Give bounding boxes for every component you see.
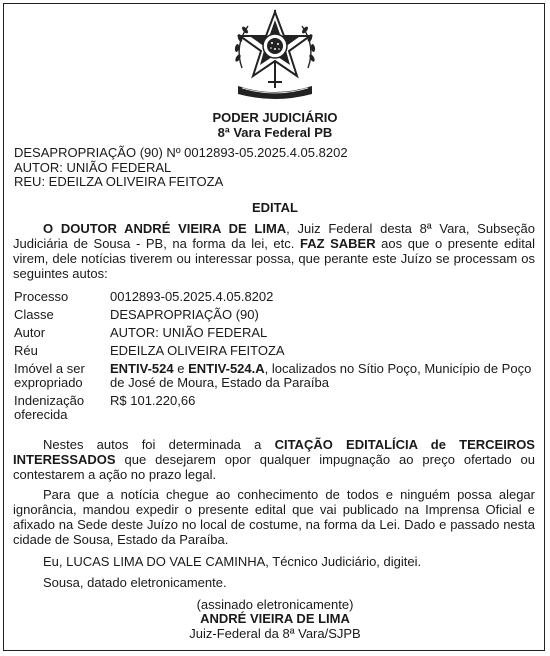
faz-saber: FAZ SABER (299, 236, 376, 251)
brazil-coat-of-arms-icon (228, 6, 322, 102)
table-row (14, 394, 534, 426)
table-row (14, 308, 534, 326)
table-row (14, 362, 534, 394)
processo-label: Processo (14, 289, 69, 304)
header-org: PODER JUDICIÁRIO (212, 110, 338, 125)
signature-name: ANDRÉ VIEIRA DE LIMA (200, 611, 350, 626)
indenizacao-label: Indenização oferecida (14, 393, 85, 422)
citation-paragraph: Nestes autos foi determinada a CITAÇÃO EDITALÍCIA de TERCEIROS INTERESSADOS que desejarem opor qualquer impugnação ao preço ofertado ou contestarem a ação no prazo legal. (13, 437, 535, 482)
date-paragraph: Sousa, datado eletronicamente. (43, 575, 227, 590)
reu-label: Réu (14, 343, 38, 358)
autor-label: Autor (14, 325, 46, 340)
table-row (14, 344, 534, 362)
table-row (14, 290, 534, 308)
imovel-label: Imóvel a ser expropriado (14, 361, 85, 390)
judge-name: O DOUTOR ANDRÉ VIEIRA DE LIMA (43, 221, 287, 236)
classe-label: Classe (14, 307, 54, 322)
classe-value: DESAPROPRIAÇÃO (90) (110, 307, 259, 322)
autor-value: AUTOR: UNIÃO FEDERAL (110, 325, 268, 340)
reu-value: EDEILZA OLIVEIRA FEITOZA (110, 343, 285, 358)
case-info (14, 146, 348, 190)
imovel-value: ENTIV-524 e ENTIV-524.A, localizados no Sítio Poço, Município de Poço de José de Moura, Estado da Paraíba (110, 361, 532, 390)
autos-table (14, 290, 534, 426)
citation-emphasis: CITAÇÃO EDITALÍCIA de TERCEIROS INTERESSADOS (13, 437, 535, 467)
signature-role: Juiz-Federal da 8ª Vara/SJPB (189, 626, 361, 641)
document-title: EDITAL (252, 200, 298, 215)
indenizacao-value: R$ 101.220,66 (110, 393, 196, 408)
table-row (14, 326, 534, 344)
intro-paragraph: O DOUTOR ANDRÉ VIEIRA DE LIMA, Juiz Federal desta 8ª Vara, Subseção Judiciária de Sousa - PB, na forma da lei, etc. FAZ SABER aos que o presente edital virem, dele notícias tiverem ou interessar possa, que perante este Juízo se processam os seguintes autos: (13, 221, 536, 281)
signature-note: (assinado eletronicamente) (196, 597, 354, 612)
case-defendant: REU: EDEILZA OLIVEIRA FEITOZA (14, 174, 224, 189)
case-class-number: DESAPROPRIAÇÃO (90) Nº 0012893-05.2025.4.05.8202 (14, 145, 348, 160)
processo-value: 0012893-05.2025.4.05.8202 (110, 289, 274, 304)
header-court: 8ª Vara Federal PB (217, 125, 333, 140)
typist-paragraph: Eu, LUCAS LIMA DO VALE CAMINHA, Técnico Judiciário, digitei. (43, 554, 422, 569)
case-author: AUTOR: UNIÃO FEDERAL (14, 159, 172, 175)
publication-paragraph: Para que a notícia chegue ao conhecimento de todos e ninguém possa alegar ignorância, mandou expedir o presente edital que vai publicado na Imprensa Oficial e afixado na Sede deste Juízo no local de costume, na forma da Lei. Dado e passado nesta cidade de Sousa, Estado da Paraíba. (13, 487, 535, 547)
